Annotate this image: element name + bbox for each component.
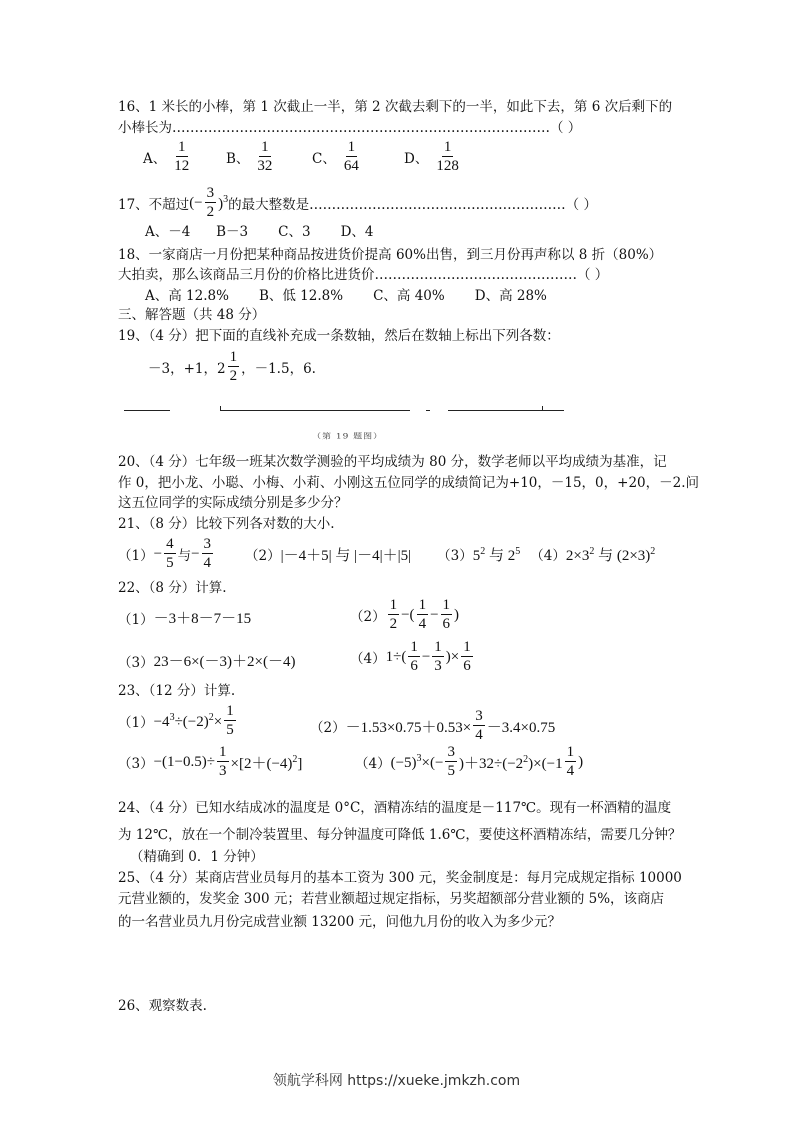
q20-line1: 20、（4 分）七年级一班某次数学测验的平均成绩为 80 分，数学老师以平均成绩为基准，记 xyxy=(118,454,667,470)
fraction: $\frac{1}{32}$ xyxy=(257,139,273,174)
q22-part1: （1） －3＋8－7－15 xyxy=(118,611,252,628)
q23-text: 23、（12 分）计算. xyxy=(118,683,236,699)
fraction: $\frac{1}{128}$ xyxy=(436,139,459,174)
q20-line2: 作 0，把小龙、小聪、小梅、小莉、小刚这五位同学的成绩简记为+10，－15，0，+20，－2.问 xyxy=(118,475,700,491)
q17-suffix: 的最大整数是…………………………………………………（ ） xyxy=(228,197,597,213)
fraction: $\frac{1}{12}$ xyxy=(174,139,190,174)
q21-parts: （1） − $\frac{4}{5}$ 与 − $\frac{3}{4}$ （2） |－4＋5| 与 |－4|＋|5| （3） $5^2$ 与 $2^5$ （4） $2\times 3^2$ 与 $(2\times 3)^2$ xyxy=(118,536,656,571)
section-heading: 三、解答题（共 48 分） xyxy=(118,307,266,323)
q21-text: 21、（8 分）比较下列各对数的大小. xyxy=(118,516,335,532)
q26-text: 26、观察数表. xyxy=(118,998,207,1014)
q24-line3: （精确到 0．1 分钟） xyxy=(130,849,264,865)
figure-caption: （第 19 题图） xyxy=(312,432,384,441)
q22-part3: （3） 23－6×(－3)＋2×(－4) xyxy=(118,654,296,671)
q24-line2: 为 12℃，放在一个制冷装置里、每分钟温度可降低 1.6℃，要使这杯酒精冻结，需要几分钟？ xyxy=(118,827,682,843)
fraction: $\frac{1}{2}$ xyxy=(229,349,238,384)
q25-line3: 的一名营业员九月份完成营业额 13200 元，问他九月份的收入为多少元？ xyxy=(118,914,562,930)
q18-options: A、高 12.8% B、低 12.8% C、高 40% D、高 28% xyxy=(145,288,547,304)
q22-part2: （2） $\frac{1}{2}$ −( $\frac{1}{4}$ − $\frac{1}{6}$ ) xyxy=(350,597,460,632)
q19-text: 19、（4 分）把下面的直线补充成一条数轴，然后在数轴上标出下列各数： xyxy=(118,328,560,344)
q16-option-a xyxy=(143,140,193,174)
q18-line1: 18、一家商店一月份把某种商品按进货价提高 60%出售，到三月份再声称以 8 折（80%） xyxy=(118,247,663,263)
q16-option-d xyxy=(404,140,463,174)
q23-part1: （1） $-4^3\div(-2)^2\times$ $\frac{1}{5}$ xyxy=(118,703,234,738)
option-label: D、 xyxy=(404,151,429,167)
q16-option-c xyxy=(312,140,363,174)
q19-numbers: －3，+1，2 $\frac{1}{2}$ ，－1.5，6. xyxy=(148,349,316,384)
q24-line1: 24、（4 分）已知水结成冰的温度是 0°C，酒精冻结的温度是－117℃。现有一杯酒精的温度 xyxy=(118,800,672,816)
q18-line2: 大拍卖，那么该商品三月份的价格比进货价………………………………………（ ） xyxy=(118,267,609,283)
q17-line: 17、不超过 (− $\frac{3}{2}$ )$^3$ 的最大整数是…………………………………………………（ ） xyxy=(118,185,597,220)
q20-line3: 这五位同学的实际成绩分别是多少分？ xyxy=(118,495,348,511)
option-label: B、 xyxy=(226,151,250,167)
option-label: C、 xyxy=(312,151,336,167)
fraction: $\frac{1}{64}$ xyxy=(343,139,359,174)
option-label: A、 xyxy=(143,151,167,167)
q25-line1: 25、（4 分）某商店营业员每月的基本工资为 300 元，奖金制度是：每月完成规定指标 10000 xyxy=(118,870,682,886)
q23-part4: （4） $(-5)^3\times(-$ $\frac{3}{5}$ )$+32\div(-2^2)\times(-1$ $\frac{1}{4}$ ) xyxy=(355,744,584,779)
q17-options: A、－4 B－3 C、3 D、4 xyxy=(145,224,374,240)
q17-prefix: 17、不超过 xyxy=(118,197,190,213)
q23-part3: （3） −(1−0.5)÷ $\frac{1}{3}$ $\times[2+(-4)^2]$ xyxy=(118,744,303,779)
q23-part2: （2） －1.53×0.75＋0.53× $\frac{3}{4}$ －3.4×0.75 xyxy=(310,708,556,743)
q22-text: 22、（8 分）计算. xyxy=(118,580,227,596)
fraction: $\frac{3}{2}$ xyxy=(206,185,215,220)
footer-watermark: 领航学科网 https://xueke.jmkzh.com xyxy=(272,1073,521,1089)
q16-line2: 小棒长为…………………………………………………………………………（ ） xyxy=(118,120,582,136)
q16-option-b xyxy=(226,140,276,174)
q22-part4: （4） 1÷( $\frac{1}{6}$ − $\frac{1}{3}$ )× $\frac{1}{6}$ xyxy=(350,639,471,674)
q25-line2: 元营业额的，发奖金 300 元；若营业额超过规定指标，另奖超额部分营业额的 5%，该商店 xyxy=(118,891,665,907)
q16-line1: 16、1 米长的小棒，第 1 次截止一半，第 2 次截去剩下的一半，如此下去，第 6 次后剩下的 xyxy=(118,99,673,115)
